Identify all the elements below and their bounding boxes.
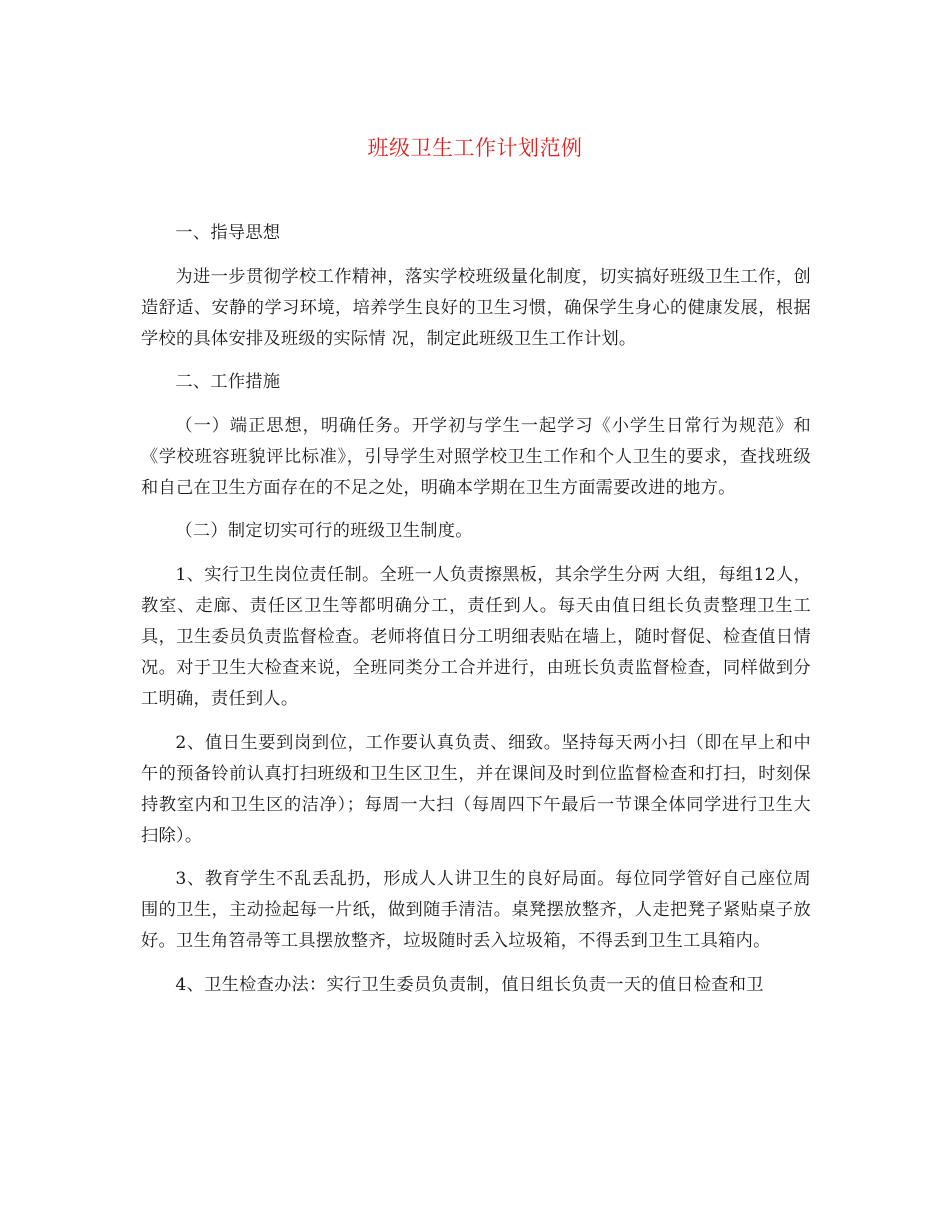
paragraph-item-3: 3、教育学生不乱丢乱扔，形成人人讲卫生的良好局面。每位同学管好自己座位周围的卫生，主动捡起每一片纸，做到随手清洁。桌凳摆放整齐，人走把凳子紧贴桌子放好。卫生角笤帚等工具摆放整齐，垃圾随时丢入垃圾箱，不得丢到卫生工具箱内。 (141, 869, 811, 952)
section-heading-work-measures: 二、工作措施 (175, 372, 281, 393)
section-heading-guiding-ideology: 一、指导思想 (175, 223, 281, 243)
paragraph-item-4: 4、卫生检查办法：实行卫生委员负责制，值日组长负责一天的值日检查和卫 (175, 974, 764, 995)
document-title: 班级卫生工作计划范例 (367, 136, 583, 160)
paragraph-measure-2-heading: （二）制定切实可行的班级卫生制度。 (175, 521, 473, 542)
paragraph-measure-1: （一）端正思想，明确任务。开学初与学生一起学习《小学生日常行为规范》和《学校班容班貌评比标准》，引导学生对照学校卫生工作和个人卫生的要求，查找班级和自己在卫生方面存在的不足之处，明确本学期在卫生方面需要改进的地方。 (141, 415, 811, 498)
paragraph-item-1: 1、实行卫生岗位责任制。全班一人负责擦黑板，其余学生分两 大组，每组12人，教室、走廊、责任区卫生等都明确分工，责任到人。每天由值日组长负责整理卫生工具，卫生委员负责监督检查。老师将值日分工明细表贴在墙上，随时督促、检查值日情况。对于卫生大检查来说，全班同类分工合并进行，由班长负责监督检查，同样做到分工明确，责任到人。 (141, 564, 811, 709)
paragraph-guiding-ideology: 为进一步贯彻学校工作精神，落实学校班级量化制度，切实搞好班级卫生工作，创造舒适、安静的学习环境，培养学生良好的卫生习惯，确保学生身心的健康发展，根据学校的具体安排及班级的实际情 况，制定此班级卫生工作计划。 (141, 266, 811, 349)
paragraph-item-2: 2、值日生要到岗到位，工作要认真负责、细致。坚持每天两小扫（即在早上和中午的预备铃前认真打扫班级和卫生区卫生，并在课间及时到位监督检查和打扫，时刻保持教室内和卫生区的洁净）；每周一大扫（每周四下午最后一节课全体同学进行卫生大扫除）。 (141, 732, 811, 846)
document-body (141, 218, 811, 1013)
